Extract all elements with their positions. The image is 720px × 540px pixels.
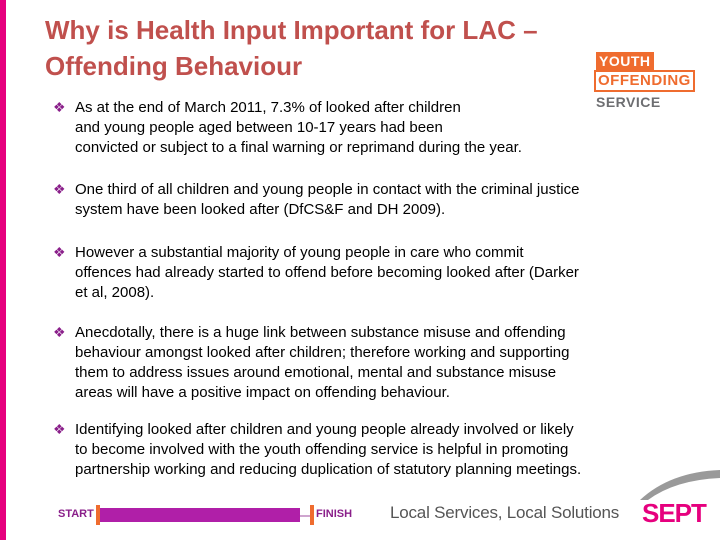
sept-logo bbox=[640, 470, 720, 540]
diamond-bullet-icon: ❖ bbox=[53, 99, 66, 115]
slide-title bbox=[45, 12, 685, 84]
footer-tagline: Local Services, Local Solutions bbox=[390, 503, 620, 522]
bullet-item-1 bbox=[53, 98, 693, 158]
bullet-item-3 bbox=[53, 243, 693, 303]
bullet-line: Anecdotally, there is a huge link between substance misuse and offending bbox=[75, 324, 566, 341]
bullet-line: behaviour amongst looked after children; therefore working and supporting bbox=[75, 344, 570, 361]
progress-finish-label: FINISH bbox=[316, 508, 353, 520]
progress-fill bbox=[100, 508, 300, 522]
slide-accent-bar bbox=[0, 0, 6, 540]
bullet-line: areas will have a positive impact on offending behaviour. bbox=[75, 384, 450, 401]
bullet-text bbox=[75, 243, 693, 303]
bullet-item-4 bbox=[53, 323, 693, 403]
bullet-text bbox=[75, 420, 693, 480]
diamond-bullet-icon: ❖ bbox=[53, 324, 66, 340]
diamond-bullet-icon: ❖ bbox=[53, 181, 66, 197]
bullet-line: However a substantial majority of young people in care who commit bbox=[75, 244, 524, 261]
logo-youth-text: YOUTH bbox=[596, 52, 654, 70]
diamond-bullet-icon: ❖ bbox=[53, 244, 66, 260]
bullet-line: and young people aged between 10-17 years had been bbox=[75, 119, 443, 136]
bullet-line: One third of all children and young people in contact with the criminal justice bbox=[75, 181, 580, 198]
sept-logo-text: SEPT bbox=[642, 498, 706, 528]
progress-start-marker bbox=[96, 505, 100, 525]
bullet-text bbox=[75, 98, 693, 158]
slide-progress-bar bbox=[58, 505, 358, 527]
bullet-item-2 bbox=[53, 180, 693, 220]
bullet-line: convicted or subject to a final warning or reprimand during the year. bbox=[75, 139, 522, 156]
sept-swoosh-icon bbox=[640, 470, 720, 500]
bullet-line: Identifying looked after children and young people already involved or likely bbox=[75, 421, 574, 438]
bullet-line: them to address issues around emotional, mental and substance misuse bbox=[75, 364, 557, 381]
slide-title-line-2: Offending Behaviour bbox=[45, 51, 303, 81]
bullet-text bbox=[75, 180, 693, 220]
bullet-line: system have been looked after (DfCS&F and DH 2009). bbox=[75, 201, 446, 218]
logo-offending-text: OFFENDING bbox=[594, 70, 695, 92]
bullet-line: partnership working and reducing duplication of statutory planning meetings. bbox=[75, 461, 582, 478]
bullet-line: As at the end of March 2011, 7.3% of looked after children bbox=[75, 99, 461, 116]
diamond-bullet-icon: ❖ bbox=[53, 421, 66, 437]
bullet-line: et al, 2008). bbox=[75, 284, 155, 301]
bullet-line: to become involved with the youth offending service is helpful in promoting bbox=[75, 441, 569, 458]
logo-service-text: SERVICE bbox=[596, 94, 661, 110]
bullet-item-5 bbox=[53, 420, 693, 480]
slide-title-line-1: Why is Health Input Important for LAC – bbox=[45, 15, 538, 45]
progress-start-label: START bbox=[58, 508, 94, 520]
progress-end-marker bbox=[310, 505, 314, 525]
bullet-line: offences had already started to offend before becoming looked after (Darker bbox=[75, 264, 579, 281]
bullet-text bbox=[75, 323, 693, 403]
